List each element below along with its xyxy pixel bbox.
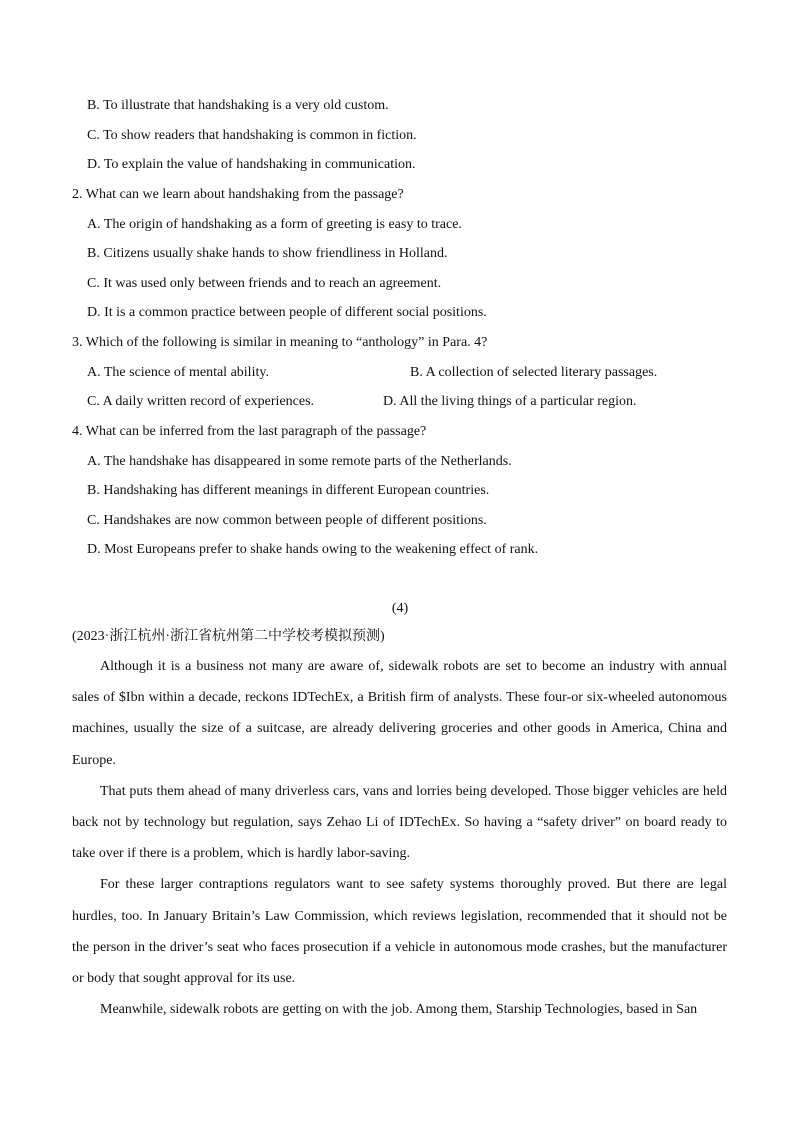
q4-option-a: A. The handshake has disappeared in some remote parts of the Netherlands. <box>87 454 512 469</box>
q1-option-d: D. To explain the value of handshaking in communication. <box>87 157 416 172</box>
q1-option-c: C. To show readers that handshaking is common in fiction. <box>87 128 417 143</box>
q2-question: 2. What can we learn about handshaking from the passage? <box>72 187 404 202</box>
passage <box>72 651 727 1025</box>
q2-option-b: B. Citizens usually shake hands to show friendliness in Holland. <box>87 246 448 261</box>
q4-question: 4. What can be inferred from the last paragraph of the passage? <box>72 424 427 439</box>
q3-option-c: C. A daily written record of experiences. <box>87 394 315 409</box>
q4-option-c: C. Handshakes are now common between people of different positions. <box>87 513 487 528</box>
q3-option-a: A. The science of mental ability. <box>87 365 269 380</box>
passage-paragraph-3: For these larger contraptions regulators want to see safety systems thoroughly proved. But there are legal hurdles, too. In January Britain’s Law Commission, which reviews legislation, recommended that it should not be the person in the driver’s seat who faces prosecution if a vehicle in autonomous mode crashes, but the manufacturer or body that sought approval for its use. <box>72 877 727 987</box>
section-number: (4) <box>391 601 409 616</box>
q4-option-d: D. Most Europeans prefer to shake hands owing to the weakening effect of rank. <box>87 542 539 557</box>
q2-option-c: C. It was used only between friends and to reach an agreement. <box>87 276 442 291</box>
q3-option-d: D. All the living things of a particular region. <box>383 394 637 409</box>
q3-question: 3. Which of the following is similar in meaning to “anthology” in Para. 4? <box>72 335 488 350</box>
section-source: (2023·浙江杭州·浙江省杭州第二中学校考模拟预测) <box>72 629 385 644</box>
passage-paragraph-2: That puts them ahead of many driverless cars, vans and lorries being developed. Those bigger vehicles are held back not by technology but regulation, says Zehao Li of IDTechEx. So having a “safety driver” on board ready to take over if there is a problem, which is hardly labor-saving. <box>72 783 727 862</box>
q2-option-d: D. It is a common practice between people of different social positions. <box>87 305 487 320</box>
q4-option-b: B. Handshaking has different meanings in different European countries. <box>87 483 490 498</box>
passage-paragraph-1: Although it is a business not many are aware of, sidewalk robots are set to become an industry with annual sales of $Ibn within a decade, reckons IDTechEx, a British firm of analysts. These four-or six-wheeled autonomous machines, usually the size of a suitcase, are already delivering groceries and other goods in America, China and Europe. <box>72 659 727 768</box>
q2-option-a: A. The origin of handshaking as a form of greeting is easy to trace. <box>87 217 462 232</box>
passage-paragraph-4: Meanwhile, sidewalk robots are getting on with the job. Among them, Starship Technologies, based in San <box>100 1002 698 1018</box>
q3-option-b: B. A collection of selected literary passages. <box>410 365 658 380</box>
q1-option-b: B. To illustrate that handshaking is a very old custom. <box>87 98 389 113</box>
